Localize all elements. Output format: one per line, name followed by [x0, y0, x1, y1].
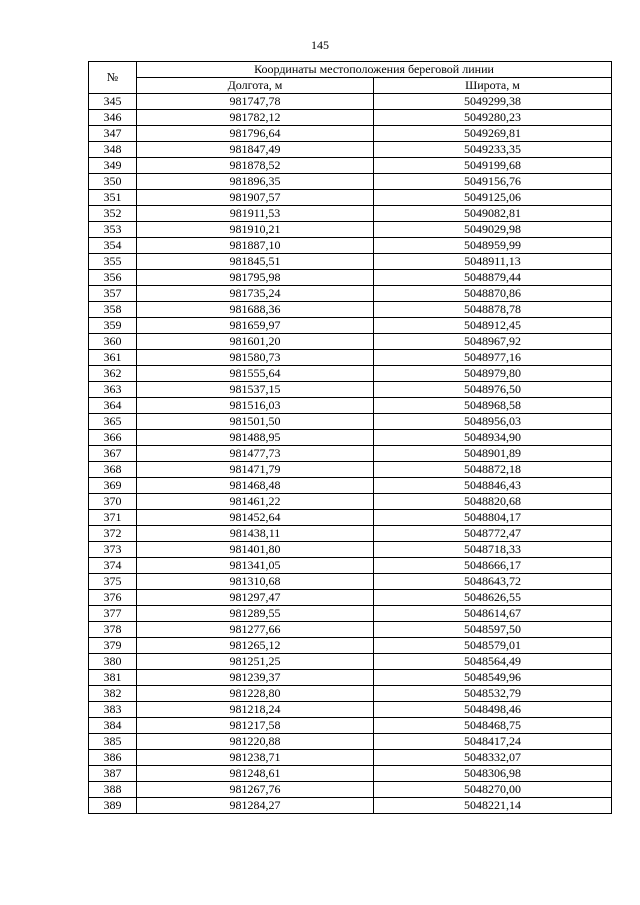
row-number-cell: 376 [89, 590, 137, 606]
latitude-cell: 5048846,43 [374, 478, 612, 494]
row-number-cell: 383 [89, 702, 137, 718]
row-number-cell: 349 [89, 158, 137, 174]
row-number-cell: 358 [89, 302, 137, 318]
table-row [89, 110, 612, 126]
longitude-cell: 981847,49 [137, 142, 374, 158]
longitude-cell: 981907,57 [137, 190, 374, 206]
longitude-cell: 981238,71 [137, 750, 374, 766]
longitude-cell: 981217,58 [137, 718, 374, 734]
row-number-cell: 378 [89, 622, 137, 638]
row-number-cell: 360 [89, 334, 137, 350]
table-row [89, 750, 612, 766]
row-number-cell: 364 [89, 398, 137, 414]
table-row [89, 382, 612, 398]
table-row [89, 574, 612, 590]
table-row [89, 414, 612, 430]
longitude-cell: 981896,35 [137, 174, 374, 190]
row-number-cell: 384 [89, 718, 137, 734]
latitude-cell: 5049029,98 [374, 222, 612, 238]
table-header-row [89, 62, 612, 78]
row-number-cell: 359 [89, 318, 137, 334]
latitude-cell: 5048468,75 [374, 718, 612, 734]
row-number-cell: 362 [89, 366, 137, 382]
row-number-cell: 361 [89, 350, 137, 366]
latitude-cell: 5048804,17 [374, 510, 612, 526]
row-number-cell: 367 [89, 446, 137, 462]
table-row [89, 782, 612, 798]
longitude-cell: 981501,50 [137, 414, 374, 430]
row-number-cell: 373 [89, 542, 137, 558]
latitude-cell: 5048626,55 [374, 590, 612, 606]
latitude-cell: 5048643,72 [374, 574, 612, 590]
latitude-cell: 5048614,67 [374, 606, 612, 622]
table-row [89, 350, 612, 366]
table-row [89, 398, 612, 414]
row-number-cell: 374 [89, 558, 137, 574]
longitude-cell: 981796,64 [137, 126, 374, 142]
longitude-cell: 981239,37 [137, 670, 374, 686]
latitude-cell: 5048306,98 [374, 766, 612, 782]
table-row [89, 718, 612, 734]
row-number-cell: 369 [89, 478, 137, 494]
longitude-cell: 981251,25 [137, 654, 374, 670]
row-number-cell: 354 [89, 238, 137, 254]
latitude-cell: 5048872,18 [374, 462, 612, 478]
table-row [89, 510, 612, 526]
latitude-cell: 5048221,14 [374, 798, 612, 814]
table-row [89, 462, 612, 478]
longitude-column-header: Долгота, м [137, 78, 374, 94]
latitude-cell: 5048911,13 [374, 254, 612, 270]
latitude-cell: 5048878,78 [374, 302, 612, 318]
longitude-cell: 981438,11 [137, 526, 374, 542]
row-number-cell: 372 [89, 526, 137, 542]
table-row [89, 558, 612, 574]
longitude-cell: 981297,47 [137, 590, 374, 606]
latitude-cell: 5048549,96 [374, 670, 612, 686]
table-row [89, 478, 612, 494]
table-row [89, 318, 612, 334]
longitude-cell: 981461,22 [137, 494, 374, 510]
longitude-cell: 981580,73 [137, 350, 374, 366]
row-number-cell: 368 [89, 462, 137, 478]
table-row [89, 238, 612, 254]
longitude-cell: 981310,68 [137, 574, 374, 590]
longitude-cell: 981795,98 [137, 270, 374, 286]
latitude-cell: 5048979,80 [374, 366, 612, 382]
longitude-cell: 981910,21 [137, 222, 374, 238]
latitude-cell: 5048579,01 [374, 638, 612, 654]
latitude-cell: 5048270,00 [374, 782, 612, 798]
row-number-cell: 382 [89, 686, 137, 702]
table-row [89, 702, 612, 718]
latitude-cell: 5048934,90 [374, 430, 612, 446]
longitude-cell: 981471,79 [137, 462, 374, 478]
latitude-cell: 5048564,49 [374, 654, 612, 670]
row-number-cell: 386 [89, 750, 137, 766]
table-row [89, 254, 612, 270]
row-number-cell: 371 [89, 510, 137, 526]
table-row [89, 142, 612, 158]
longitude-cell: 981218,24 [137, 702, 374, 718]
latitude-cell: 5048870,86 [374, 286, 612, 302]
longitude-cell: 981659,97 [137, 318, 374, 334]
row-number-cell: 375 [89, 574, 137, 590]
latitude-cell: 5049280,23 [374, 110, 612, 126]
table-row [89, 734, 612, 750]
row-number-cell: 350 [89, 174, 137, 190]
table-row [89, 94, 612, 110]
table-row [89, 430, 612, 446]
row-number-cell: 353 [89, 222, 137, 238]
longitude-cell: 981284,27 [137, 798, 374, 814]
longitude-cell: 981477,73 [137, 446, 374, 462]
longitude-cell: 981555,64 [137, 366, 374, 382]
row-number-cell: 351 [89, 190, 137, 206]
latitude-cell: 5048976,50 [374, 382, 612, 398]
longitude-cell: 981452,64 [137, 510, 374, 526]
latitude-cell: 5049156,76 [374, 174, 612, 190]
table-row [89, 638, 612, 654]
latitude-column-header: Широта, м [374, 78, 612, 94]
latitude-cell: 5049233,35 [374, 142, 612, 158]
latitude-cell: 5048498,46 [374, 702, 612, 718]
table-row [89, 590, 612, 606]
coordinates-table [88, 61, 612, 814]
longitude-cell: 981267,76 [137, 782, 374, 798]
longitude-cell: 981845,51 [137, 254, 374, 270]
row-number-cell: 366 [89, 430, 137, 446]
table-row [89, 366, 612, 382]
table-row [89, 446, 612, 462]
latitude-cell: 5049082,81 [374, 206, 612, 222]
longitude-cell: 981289,55 [137, 606, 374, 622]
longitude-cell: 981516,03 [137, 398, 374, 414]
table-subheader-row [89, 78, 612, 94]
latitude-cell: 5048820,68 [374, 494, 612, 510]
latitude-cell: 5048879,44 [374, 270, 612, 286]
row-number-cell: 365 [89, 414, 137, 430]
latitude-cell: 5048967,92 [374, 334, 612, 350]
longitude-cell: 981220,88 [137, 734, 374, 750]
row-number-cell: 346 [89, 110, 137, 126]
table-row [89, 606, 612, 622]
latitude-cell: 5049269,81 [374, 126, 612, 142]
longitude-cell: 981277,66 [137, 622, 374, 638]
latitude-cell: 5049299,38 [374, 94, 612, 110]
table-row [89, 222, 612, 238]
latitude-cell: 5048666,17 [374, 558, 612, 574]
latitude-cell: 5048332,07 [374, 750, 612, 766]
table-row [89, 174, 612, 190]
longitude-cell: 981735,24 [137, 286, 374, 302]
table-row [89, 622, 612, 638]
row-number-cell: 377 [89, 606, 137, 622]
row-number-cell: 355 [89, 254, 137, 270]
row-number-cell: 356 [89, 270, 137, 286]
table-row [89, 798, 612, 814]
table-row [89, 126, 612, 142]
longitude-cell: 981228,80 [137, 686, 374, 702]
table-row [89, 670, 612, 686]
table-row [89, 686, 612, 702]
latitude-cell: 5049125,06 [374, 190, 612, 206]
longitude-cell: 981747,78 [137, 94, 374, 110]
latitude-cell: 5048597,50 [374, 622, 612, 638]
table-row [89, 494, 612, 510]
row-number-cell: 347 [89, 126, 137, 142]
latitude-cell: 5048959,99 [374, 238, 612, 254]
longitude-cell: 981468,48 [137, 478, 374, 494]
row-number-cell: 363 [89, 382, 137, 398]
longitude-cell: 981401,80 [137, 542, 374, 558]
longitude-cell: 981248,61 [137, 766, 374, 782]
table-row [89, 190, 612, 206]
latitude-cell: 5048718,33 [374, 542, 612, 558]
row-number-cell: 370 [89, 494, 137, 510]
row-number-cell: 385 [89, 734, 137, 750]
latitude-cell: 5048901,89 [374, 446, 612, 462]
table-row [89, 766, 612, 782]
longitude-cell: 981265,12 [137, 638, 374, 654]
longitude-cell: 981341,05 [137, 558, 374, 574]
latitude-cell: 5048912,45 [374, 318, 612, 334]
row-number-cell: 381 [89, 670, 137, 686]
coordinates-group-header: Координаты местоположения береговой линии [137, 62, 612, 78]
table-row [89, 206, 612, 222]
table-row [89, 158, 612, 174]
table-row [89, 654, 612, 670]
longitude-cell: 981601,20 [137, 334, 374, 350]
latitude-cell: 5048532,79 [374, 686, 612, 702]
latitude-cell: 5048956,03 [374, 414, 612, 430]
row-number-cell: 379 [89, 638, 137, 654]
row-number-cell: 387 [89, 766, 137, 782]
latitude-cell: 5048968,58 [374, 398, 612, 414]
longitude-cell: 981688,36 [137, 302, 374, 318]
row-number-cell: 380 [89, 654, 137, 670]
row-number-cell: 388 [89, 782, 137, 798]
page-number: 145 [311, 38, 329, 52]
table-row [89, 542, 612, 558]
table-row [89, 526, 612, 542]
row-number-cell: 352 [89, 206, 137, 222]
table-row [89, 286, 612, 302]
longitude-cell: 981488,95 [137, 430, 374, 446]
longitude-cell: 981878,52 [137, 158, 374, 174]
longitude-cell: 981911,53 [137, 206, 374, 222]
latitude-cell: 5048977,16 [374, 350, 612, 366]
latitude-cell: 5049199,68 [374, 158, 612, 174]
longitude-cell: 981887,10 [137, 238, 374, 254]
table-row [89, 302, 612, 318]
row-number-cell: 348 [89, 142, 137, 158]
row-number-cell: 345 [89, 94, 137, 110]
latitude-cell: 5048772,47 [374, 526, 612, 542]
row-number-cell: 389 [89, 798, 137, 814]
table-body [89, 94, 612, 814]
latitude-cell: 5048417,24 [374, 734, 612, 750]
longitude-cell: 981537,15 [137, 382, 374, 398]
number-column-header: № [89, 62, 137, 94]
table-row [89, 334, 612, 350]
row-number-cell: 357 [89, 286, 137, 302]
table-row [89, 270, 612, 286]
longitude-cell: 981782,12 [137, 110, 374, 126]
